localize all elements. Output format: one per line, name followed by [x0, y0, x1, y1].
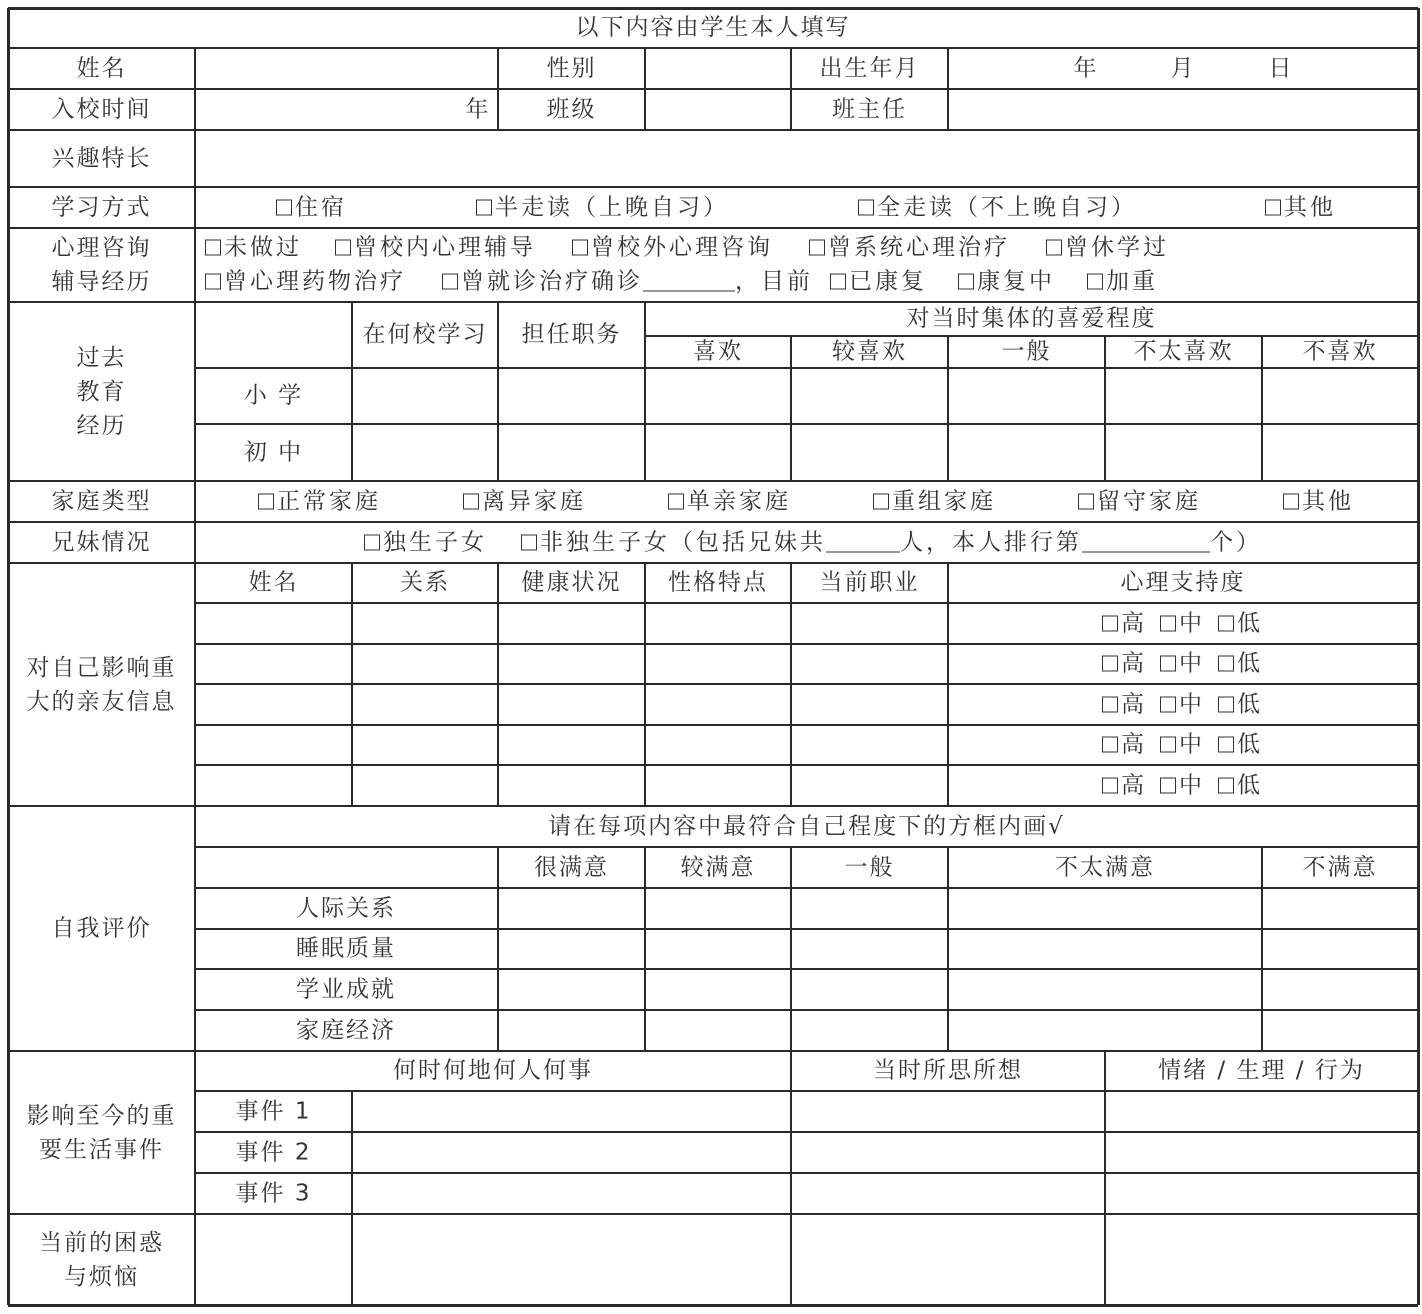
checkbox-label: 重组家庭: [892, 488, 996, 514]
checkbox-label: 曾校外心理咨询: [591, 234, 773, 261]
support-option[interactable]: [1160, 693, 1203, 716]
education-col-group: 对当时集体的喜爱程度: [906, 305, 1157, 332]
self-eval-item: 学业成就: [296, 976, 396, 1002]
checkbox-label: 加重: [1106, 268, 1158, 295]
interests-label: 兴趣特长: [51, 145, 152, 171]
checkbox-icon[interactable]: [1078, 493, 1094, 509]
checkbox-icon[interactable]: [668, 493, 684, 509]
fill-in-blank[interactable]: [643, 271, 735, 292]
checkbox-label: 其他: [1302, 488, 1354, 514]
self-eval-level-header: 不太满意: [1055, 854, 1155, 880]
support-option[interactable]: [1160, 774, 1203, 797]
support-option[interactable]: [1218, 612, 1261, 635]
birth-month-label: 月: [1170, 55, 1196, 81]
grid-line: [8, 7, 1418, 10]
checkbox-label: 高: [1121, 772, 1145, 798]
fill-in-blank[interactable]: [1082, 531, 1210, 552]
checkbox-label: 曾校内心理辅导: [354, 234, 536, 261]
checkbox-icon[interactable]: [1160, 777, 1176, 793]
grid-line: [194, 302, 196, 481]
grid-line: [195, 1172, 1418, 1174]
family-type-option[interactable]: [1283, 490, 1354, 513]
grid-line: [790, 1214, 792, 1305]
education-level-header: 喜欢: [693, 338, 743, 365]
grid-line: [194, 1214, 196, 1305]
grid-line: [1417, 8, 1420, 1305]
gender-label: 性别: [546, 55, 597, 81]
checkbox-icon[interactable]: [1102, 656, 1118, 672]
checkbox-icon[interactable]: [1046, 240, 1062, 256]
counseling-status-option[interactable]: [958, 268, 1055, 295]
education-level-header: 不太喜欢: [1133, 338, 1234, 365]
checkbox-icon[interactable]: [873, 493, 889, 509]
study-mode-option[interactable]: [276, 196, 347, 219]
checkbox-icon[interactable]: [1265, 199, 1281, 215]
self-eval-label: 自我评价: [51, 915, 152, 941]
counseling-label: 心理咨询 辅导经历: [51, 235, 152, 295]
life-event-row-label: 事件 2: [235, 1139, 312, 1165]
checkbox-label: 高: [1121, 610, 1145, 636]
grid-line: [351, 1091, 353, 1214]
grid-line: [644, 48, 646, 130]
grid-line: [195, 683, 1418, 685]
self-eval-item: 家庭经济: [296, 1017, 396, 1043]
support-option[interactable]: [1102, 731, 1145, 758]
grid-line: [8, 521, 1418, 523]
birth-year-label: 年: [1073, 55, 1099, 81]
self-eval-item: 人际关系: [296, 895, 396, 921]
checkbox-label: 低: [1237, 610, 1261, 636]
checkbox-icon[interactable]: [958, 274, 974, 290]
checkbox-label: 低: [1237, 650, 1261, 677]
checkbox-label: 中: [1179, 772, 1203, 798]
checkbox-icon[interactable]: [1087, 274, 1103, 290]
study-mode-label: 学习方式: [51, 194, 152, 220]
checkbox-icon[interactable]: [1218, 656, 1234, 672]
grid-line: [8, 1213, 1418, 1215]
grid-line: [1261, 336, 1263, 481]
grid-line: [497, 847, 499, 1051]
grid-line: [194, 228, 196, 302]
counseling-option[interactable]: [335, 234, 536, 261]
counseling-option[interactable]: [205, 234, 302, 261]
counseling-option[interactable]: [572, 234, 773, 261]
checkbox-label: 低: [1237, 731, 1261, 758]
fill-in-blank[interactable]: [826, 531, 900, 552]
support-option[interactable]: [1102, 693, 1145, 716]
support-option[interactable]: [1218, 731, 1261, 758]
checkbox-label: 已康复: [849, 268, 927, 295]
self-eval-item: 睡眠质量: [296, 935, 396, 962]
checkbox-icon[interactable]: [1218, 615, 1234, 631]
grid-line: [8, 227, 1418, 229]
education-col-position: 担任职务: [521, 321, 622, 348]
grid-line: [8, 186, 1418, 188]
self-eval-level-header: 较满意: [680, 854, 756, 880]
checkbox-label: 单亲家庭: [687, 488, 791, 514]
checkbox-label: 曾就诊治疗确诊: [461, 268, 643, 295]
grid-line: [195, 1009, 1418, 1011]
checkbox-icon[interactable]: [1102, 615, 1118, 631]
counseling-status-option[interactable]: [1087, 268, 1158, 295]
checkbox-icon[interactable]: [335, 240, 351, 256]
support-option[interactable]: [1218, 693, 1261, 716]
education-label: 过去 教育 经历: [76, 344, 127, 439]
education-row-middle: 初 中: [243, 439, 304, 465]
checkbox-label: 低: [1237, 772, 1261, 798]
checkbox-label: 其他: [1284, 194, 1336, 220]
self-eval-instruction: 请在每项内容中最符合自己程度下的方框内画√: [548, 813, 1065, 839]
study-mode-option[interactable]: [476, 196, 729, 219]
grid-line: [8, 88, 1418, 90]
checkbox-icon[interactable]: [276, 199, 292, 215]
birth-label: 出生年月: [819, 55, 920, 81]
checkbox-icon[interactable]: [442, 274, 458, 290]
name-label: 姓名: [76, 55, 127, 81]
grid-line: [8, 480, 1418, 482]
checkbox-label: 曾心理药物治疗: [224, 268, 406, 295]
siblings-only-child[interactable]: [364, 531, 487, 554]
checkbox-icon[interactable]: [476, 199, 492, 215]
grid-line: [8, 129, 1418, 131]
siblings-non-only-child[interactable]: [521, 531, 1262, 554]
grid-line: [8, 805, 1418, 807]
checkbox-label: 高: [1121, 691, 1145, 717]
checkbox-label: 中: [1179, 691, 1203, 717]
self-eval-level-header: 很满意: [534, 854, 609, 880]
study-mode-option[interactable]: [1265, 196, 1336, 219]
life-events-col-reaction: 情绪 / 生理 / 行为: [1158, 1057, 1365, 1084]
checkbox-label: 半走读（上晚自习）: [495, 194, 729, 220]
form-header: 以下内容由学生本人填写: [575, 14, 851, 41]
family-type-option[interactable]: [463, 490, 586, 513]
education-level-header: 较喜欢: [832, 338, 907, 365]
relatives-column-header: 性格特点: [668, 569, 768, 596]
siblings-rank-label: 人，本人排行第: [900, 529, 1082, 555]
grid-line: [195, 602, 1418, 604]
checkbox-label: 中: [1179, 731, 1203, 758]
enroll-label: 入校时间: [51, 96, 152, 122]
grid-line: [947, 48, 949, 130]
support-option[interactable]: [1160, 612, 1203, 635]
grid-line: [351, 1214, 353, 1305]
life-events-label: 影响至今的重 要生活事件: [26, 1102, 177, 1163]
grid-line: [1104, 336, 1106, 481]
grid-line: [790, 336, 792, 481]
family-type-option[interactable]: [1078, 490, 1201, 513]
checkbox-icon[interactable]: [1218, 737, 1234, 753]
education-level-header: 一般: [1001, 338, 1052, 365]
grid-line: [195, 423, 1418, 425]
grid-line: [1104, 1214, 1106, 1305]
siblings-suffix: 个）: [1210, 529, 1262, 555]
life-events-col-what: 何时何地何人何事: [393, 1057, 593, 1084]
checkbox-icon[interactable]: [1160, 615, 1176, 631]
grid-line: [790, 847, 792, 1051]
checkbox-icon[interactable]: [205, 240, 221, 256]
grid-line: [195, 724, 1418, 726]
checkbox-icon[interactable]: [830, 274, 846, 290]
checkbox-label: 住宿: [295, 194, 347, 220]
life-event-row-label: 事件 3: [235, 1180, 312, 1206]
teacher-label: 班主任: [832, 96, 907, 122]
counseling-status-option[interactable]: [830, 268, 927, 295]
support-option[interactable]: [1102, 650, 1145, 677]
relatives-column-header: 健康状况: [521, 569, 622, 596]
checkbox-icon[interactable]: [1102, 737, 1118, 753]
counseling-option[interactable]: [1046, 234, 1169, 261]
grid-line: [194, 130, 196, 187]
counseling-option[interactable]: [205, 268, 406, 295]
checkbox-label: 高: [1121, 650, 1145, 677]
grid-line: [195, 887, 1418, 889]
enroll-year-suffix: 年: [465, 96, 491, 122]
grid-line: [195, 643, 1418, 645]
checkbox-label: 非独生子女（包括兄妹共: [540, 529, 826, 555]
checkbox-icon[interactable]: [1218, 696, 1234, 712]
birth-day-label: 日: [1268, 55, 1294, 81]
support-option[interactable]: [1102, 612, 1145, 635]
checkbox-icon[interactable]: [463, 493, 479, 509]
checkbox-icon[interactable]: [1102, 777, 1118, 793]
checkbox-icon[interactable]: [521, 534, 537, 550]
grid-line: [8, 562, 1418, 564]
life-event-row-label: 事件 1: [235, 1098, 312, 1124]
grid-line: [194, 481, 196, 522]
grid-line: [8, 301, 1418, 303]
family-type-option[interactable]: [873, 490, 996, 513]
checkbox-label: 独生子女: [383, 529, 487, 555]
relatives-column-header: 心理支持度: [1120, 569, 1246, 596]
checkbox-icon[interactable]: [205, 274, 221, 290]
checkbox-icon[interactable]: [1283, 493, 1299, 509]
support-option[interactable]: [1102, 774, 1145, 797]
siblings-label: 兄妹情况: [51, 529, 152, 555]
checkbox-icon[interactable]: [364, 534, 380, 550]
checkbox-label: 留守家庭: [1097, 488, 1201, 514]
checkbox-icon[interactable]: [572, 240, 588, 256]
grid-line: [645, 335, 1418, 337]
grid-line: [195, 764, 1418, 766]
checkbox-label: 中: [1179, 610, 1203, 636]
grid-line: [790, 48, 792, 130]
checkbox-label: 曾休学过: [1065, 234, 1169, 261]
self-eval-level-header: 不满意: [1302, 854, 1378, 880]
relatives-column-header: 关系: [400, 569, 450, 596]
grid-line: [194, 48, 196, 130]
checkbox-icon[interactable]: [858, 199, 874, 215]
self-eval-level-header: 一般: [844, 854, 895, 880]
grid-line: [8, 47, 1418, 49]
grid-line: [195, 846, 1418, 848]
relatives-label: 对自己影响重 大的亲友信息: [26, 654, 177, 715]
life-events-col-thoughts: 当时所思所想: [873, 1057, 1023, 1084]
checkbox-label: 未做过: [224, 234, 302, 261]
counseling-option[interactable]: [442, 268, 813, 295]
family-type-label: 家庭类型: [51, 488, 152, 514]
counseling-option[interactable]: [809, 234, 1010, 261]
support-option[interactable]: [1160, 650, 1203, 677]
education-col-school: 在何校学习: [362, 321, 488, 348]
grid-line: [497, 302, 499, 481]
checkbox-icon[interactable]: [1160, 737, 1176, 753]
grid-line: [351, 302, 353, 481]
grid-line: [194, 522, 196, 563]
checkbox-label: 曾系统心理治疗: [828, 234, 1010, 261]
support-option[interactable]: [1218, 650, 1261, 677]
checkbox-icon[interactable]: [1102, 696, 1118, 712]
checkbox-icon[interactable]: [1160, 656, 1176, 672]
grid-line: [947, 847, 949, 1051]
education-level-header: 不喜欢: [1302, 338, 1378, 365]
grid-line: [195, 1131, 1418, 1133]
checkbox-icon[interactable]: [1160, 696, 1176, 712]
grid-line: [7, 8, 10, 1305]
grid-line: [195, 968, 1418, 970]
class-label: 班级: [546, 96, 597, 122]
grid-line: [1261, 847, 1263, 1051]
checkbox-label: 低: [1237, 691, 1261, 717]
grid-line: [8, 1304, 1418, 1307]
checkbox-label: 全走读（不上晚自习）: [877, 194, 1137, 220]
support-option[interactable]: [1160, 731, 1203, 758]
checkbox-label: 高: [1121, 731, 1145, 758]
grid-line: [644, 302, 646, 481]
checkbox-icon[interactable]: [258, 493, 274, 509]
education-row-primary: 小 学: [243, 382, 304, 409]
troubles-label: 当前的困惑 与烦恼: [39, 1229, 164, 1290]
grid-line: [947, 336, 949, 481]
checkbox-label: 中: [1179, 650, 1203, 677]
checkbox-icon[interactable]: [809, 240, 825, 256]
checkbox-label: 康复中: [977, 268, 1055, 295]
checkbox-label: 离异家庭: [482, 488, 586, 514]
support-option[interactable]: [1218, 774, 1261, 797]
relatives-column-header: 姓名: [248, 569, 299, 596]
grid-line: [8, 1050, 1418, 1052]
grid-line: [195, 928, 1418, 930]
counseling-current-label: ，目前: [735, 268, 813, 295]
relatives-column-header: 当前职业: [819, 569, 920, 596]
checkbox-label: 正常家庭: [277, 488, 381, 514]
family-type-option[interactable]: [258, 490, 381, 513]
family-type-option[interactable]: [668, 490, 791, 513]
grid-line: [194, 187, 196, 228]
grid-line: [644, 847, 646, 1051]
study-mode-option[interactable]: [858, 196, 1137, 219]
checkbox-icon[interactable]: [1218, 777, 1234, 793]
grid-line: [195, 1090, 1418, 1092]
grid-line: [195, 367, 1418, 369]
grid-line: [497, 48, 499, 130]
